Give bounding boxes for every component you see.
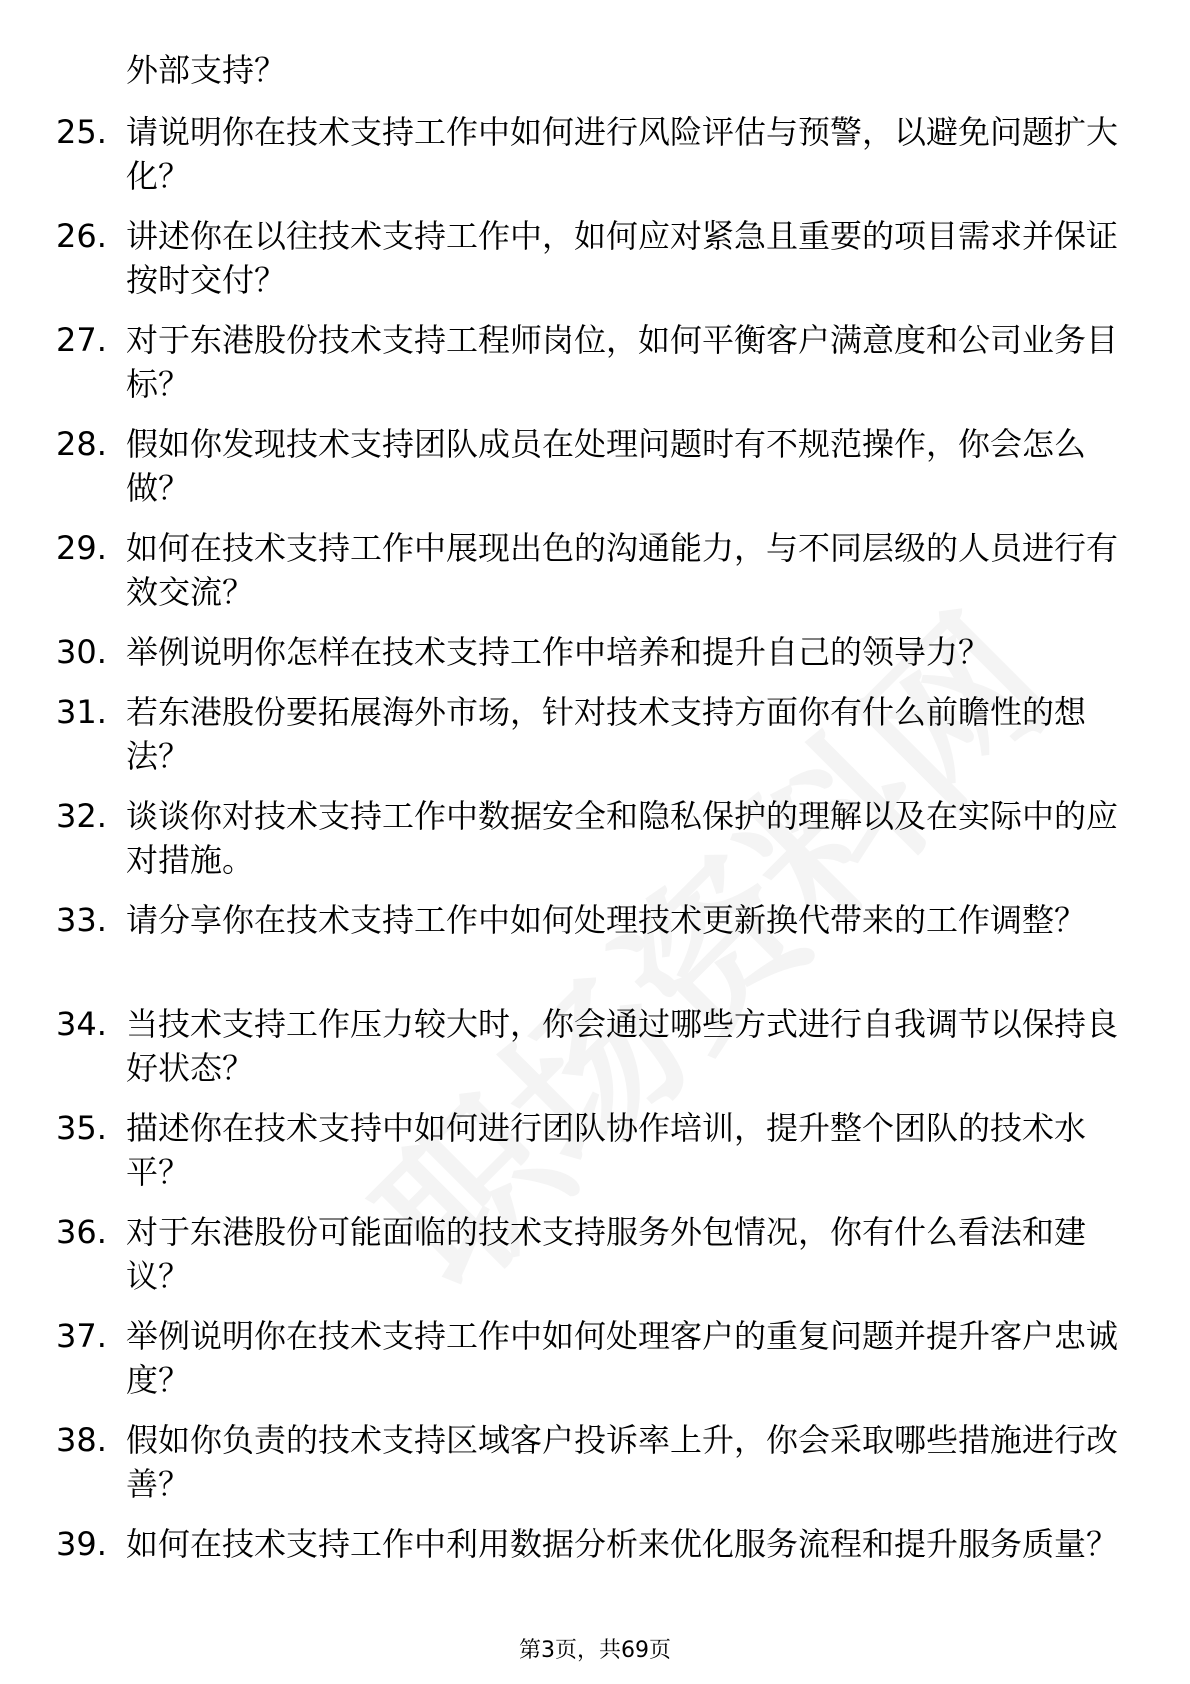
question-item <box>0 1210 1190 1314</box>
question-text: 讲述你在以往技术支持工作中，如何应对紧急且重要的项目需求并保证按时交付？ <box>126 217 1119 299</box>
question-item <box>0 526 1190 630</box>
question-item <box>0 898 1190 1002</box>
question-text: 若东港股份要拓展海外市场，针对技术支持方面你有什么前瞻性的想法？ <box>126 693 1087 775</box>
question-item <box>0 1522 1190 1626</box>
question-number: 34. <box>56 1005 107 1043</box>
question-number: 26. <box>56 217 107 255</box>
question-item <box>0 1002 1190 1106</box>
question-number: 32. <box>56 797 107 835</box>
question-item <box>0 630 1190 690</box>
question-number: 33. <box>56 901 107 939</box>
continuation-text: 外部支持？ <box>126 51 287 89</box>
page-footer: 第3页，共69页 <box>519 1638 671 1663</box>
question-item <box>0 318 1190 422</box>
question-number: 30. <box>56 633 107 671</box>
question-item <box>0 422 1190 526</box>
question-number: 29. <box>56 529 107 567</box>
question-text: 假如你发现技术支持团队成员在处理问题时有不规范操作，你会怎么做？ <box>126 425 1087 507</box>
question-number: 25. <box>56 113 107 151</box>
question-text: 假如你负责的技术支持区域客户投诉率上升，你会采取哪些措施进行改善？ <box>126 1421 1119 1503</box>
question-text: 当技术支持工作压力较大时，你会通过哪些方式进行自我调节以保持良好状态？ <box>126 1005 1119 1087</box>
question-number: 38. <box>56 1421 107 1459</box>
question-item <box>0 1106 1190 1210</box>
question-text: 如何在技术支持工作中展现出色的沟通能力，与不同层级的人员进行有效交流？ <box>126 529 1119 611</box>
question-item <box>0 690 1190 794</box>
question-number: 28. <box>56 425 107 463</box>
question-text: 举例说明你怎样在技术支持工作中培养和提升自己的领导力？ <box>126 633 991 671</box>
question-item <box>0 1418 1190 1522</box>
question-item <box>0 110 1190 214</box>
question-text: 描述你在技术支持中如何进行团队协作培训，提升整个团队的技术水平？ <box>126 1109 1087 1191</box>
question-number: 31. <box>56 693 107 731</box>
question-text: 对于东港股份技术支持工程师岗位，如何平衡客户满意度和公司业务目标？ <box>126 321 1119 403</box>
question-text: 如何在技术支持工作中利用数据分析来优化服务流程和提升服务质量？ <box>126 1525 1119 1563</box>
question-text: 请说明你在技术支持工作中如何进行风险评估与预警，以避免问题扩大化？ <box>126 113 1119 195</box>
question-number: 36. <box>56 1213 107 1251</box>
question-item <box>0 214 1190 318</box>
question-number: 39. <box>56 1525 107 1563</box>
question-number: 35. <box>56 1109 107 1147</box>
question-text: 谈谈你对技术支持工作中数据安全和隐私保护的理解以及在实际中的应对措施。 <box>126 797 1119 879</box>
question-list <box>0 110 1190 1626</box>
question-number: 27. <box>56 321 107 359</box>
question-text: 举例说明你在技术支持工作中如何处理客户的重复问题并提升客户忠诚度？ <box>126 1317 1119 1399</box>
question-item <box>0 794 1190 898</box>
question-text: 对于东港股份可能面临的技术支持服务外包情况，你有什么看法和建议？ <box>126 1213 1087 1295</box>
question-number: 37. <box>56 1317 107 1355</box>
question-item <box>0 1314 1190 1418</box>
question-text: 请分享你在技术支持工作中如何处理技术更新换代带来的工作调整？ <box>126 901 1087 939</box>
